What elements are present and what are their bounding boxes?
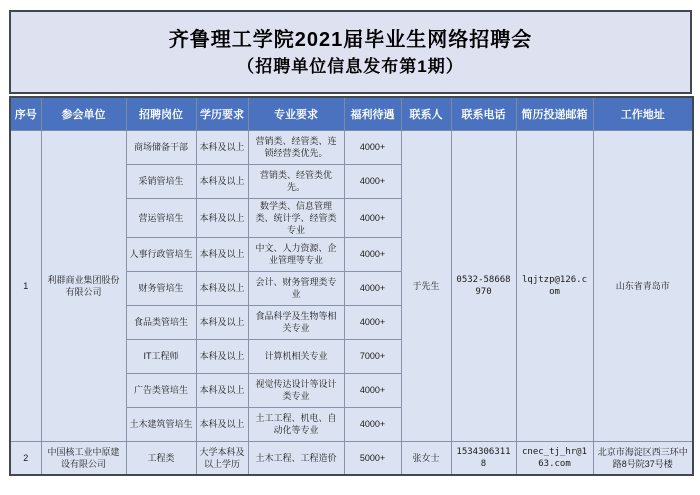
- cell-education: 大学本科及以上学历: [196, 441, 248, 475]
- column-header: 联系电话: [451, 97, 516, 131]
- column-header: 序号: [10, 97, 41, 131]
- cell-company: 中国核工业中原建设有限公司: [41, 441, 126, 475]
- cell-contact: 于先生: [401, 130, 451, 441]
- column-header: 招聘岗位: [126, 97, 196, 131]
- page-title: 齐鲁理工学院2021届毕业生网络招聘会: [168, 29, 533, 51]
- cell-salary: 4000+: [344, 373, 401, 407]
- cell-position: 营运管培生: [126, 198, 196, 237]
- cell-major: 计算机相关专业: [248, 339, 344, 373]
- cell-major: 视觉传达设计等设计类专业: [248, 373, 344, 407]
- page-subtitle: （招聘单位信息发布第1期）: [237, 57, 464, 76]
- cell-position: 工程类: [126, 441, 196, 475]
- column-header: 联系人: [401, 97, 451, 131]
- cell-index: 2: [10, 441, 41, 475]
- cell-company: 利群商业集团股份有限公司: [41, 130, 126, 441]
- column-header: 工作地址: [593, 97, 693, 131]
- cell-contact: 张女士: [401, 441, 451, 475]
- cell-education: 本科及以上: [196, 305, 248, 339]
- cell-position: 财务管培生: [126, 271, 196, 305]
- cell-education: 本科及以上: [196, 237, 248, 271]
- cell-salary: 4000+: [344, 305, 401, 339]
- cell-education: 本科及以上: [196, 339, 248, 373]
- recruitment-table: [9, 96, 694, 477]
- cell-education: 本科及以上: [196, 130, 248, 164]
- cell-major: 土木工程、工程造价: [248, 441, 344, 475]
- cell-position: IT工程师: [126, 339, 196, 373]
- table-row: [10, 130, 693, 164]
- cell-salary: 5000+: [344, 441, 401, 475]
- cell-education: 本科及以上: [196, 164, 248, 198]
- column-header: 参会单位: [41, 97, 126, 131]
- column-header: 福利待遇: [344, 97, 401, 131]
- cell-email: cnec_tj_hr@163.com: [516, 441, 593, 475]
- cell-address: 山东省青岛市: [593, 130, 693, 441]
- cell-major: 食品科学及生物等相关专业: [248, 305, 344, 339]
- column-header: 专业要求: [248, 97, 344, 131]
- cell-major: 中文、人力资源、企业管理等专业: [248, 237, 344, 271]
- cell-address: 北京市海淀区西三环中路8号院37号楼: [593, 441, 693, 475]
- cell-position: 商场储备干部: [126, 130, 196, 164]
- cell-position: 人事行政管培生: [126, 237, 196, 271]
- cell-salary: 4000+: [344, 271, 401, 305]
- cell-major: 营销类、经管类、连锁经营类优先。: [248, 130, 344, 164]
- cell-education: 本科及以上: [196, 198, 248, 237]
- cell-education: 本科及以上: [196, 407, 248, 441]
- cell-salary: 7000+: [344, 339, 401, 373]
- cell-major: 数学类、信息管理类、统计学、经管类专业: [248, 198, 344, 237]
- cell-education: 本科及以上: [196, 271, 248, 305]
- cell-email: lqjtzp@126.com: [516, 130, 593, 441]
- cell-salary: 4000+: [344, 237, 401, 271]
- cell-position: 食品类管培生: [126, 305, 196, 339]
- cell-phone: 0532-58668970: [451, 130, 516, 441]
- cell-salary: 4000+: [344, 407, 401, 441]
- column-header: 学历要求: [196, 97, 248, 131]
- title-box: [9, 10, 692, 94]
- cell-major: 会计、财务管理类专业: [248, 271, 344, 305]
- column-header: 简历投递邮箱: [516, 97, 593, 131]
- cell-position: 采销管培生: [126, 164, 196, 198]
- cell-index: 1: [10, 130, 41, 441]
- cell-major: 土工工程、机电、自动化等专业: [248, 407, 344, 441]
- cell-education: 本科及以上: [196, 373, 248, 407]
- cell-position: 土木建筑管培生: [126, 407, 196, 441]
- cell-major: 营销类、经管类优先。: [248, 164, 344, 198]
- table-row: [10, 441, 693, 475]
- cell-salary: 4000+: [344, 130, 401, 164]
- cell-position: 广告类管培生: [126, 373, 196, 407]
- table-header-row: [10, 97, 693, 131]
- cell-salary: 4000+: [344, 164, 401, 198]
- cell-salary: 4000+: [344, 198, 401, 237]
- cell-phone: 15343063118: [451, 441, 516, 475]
